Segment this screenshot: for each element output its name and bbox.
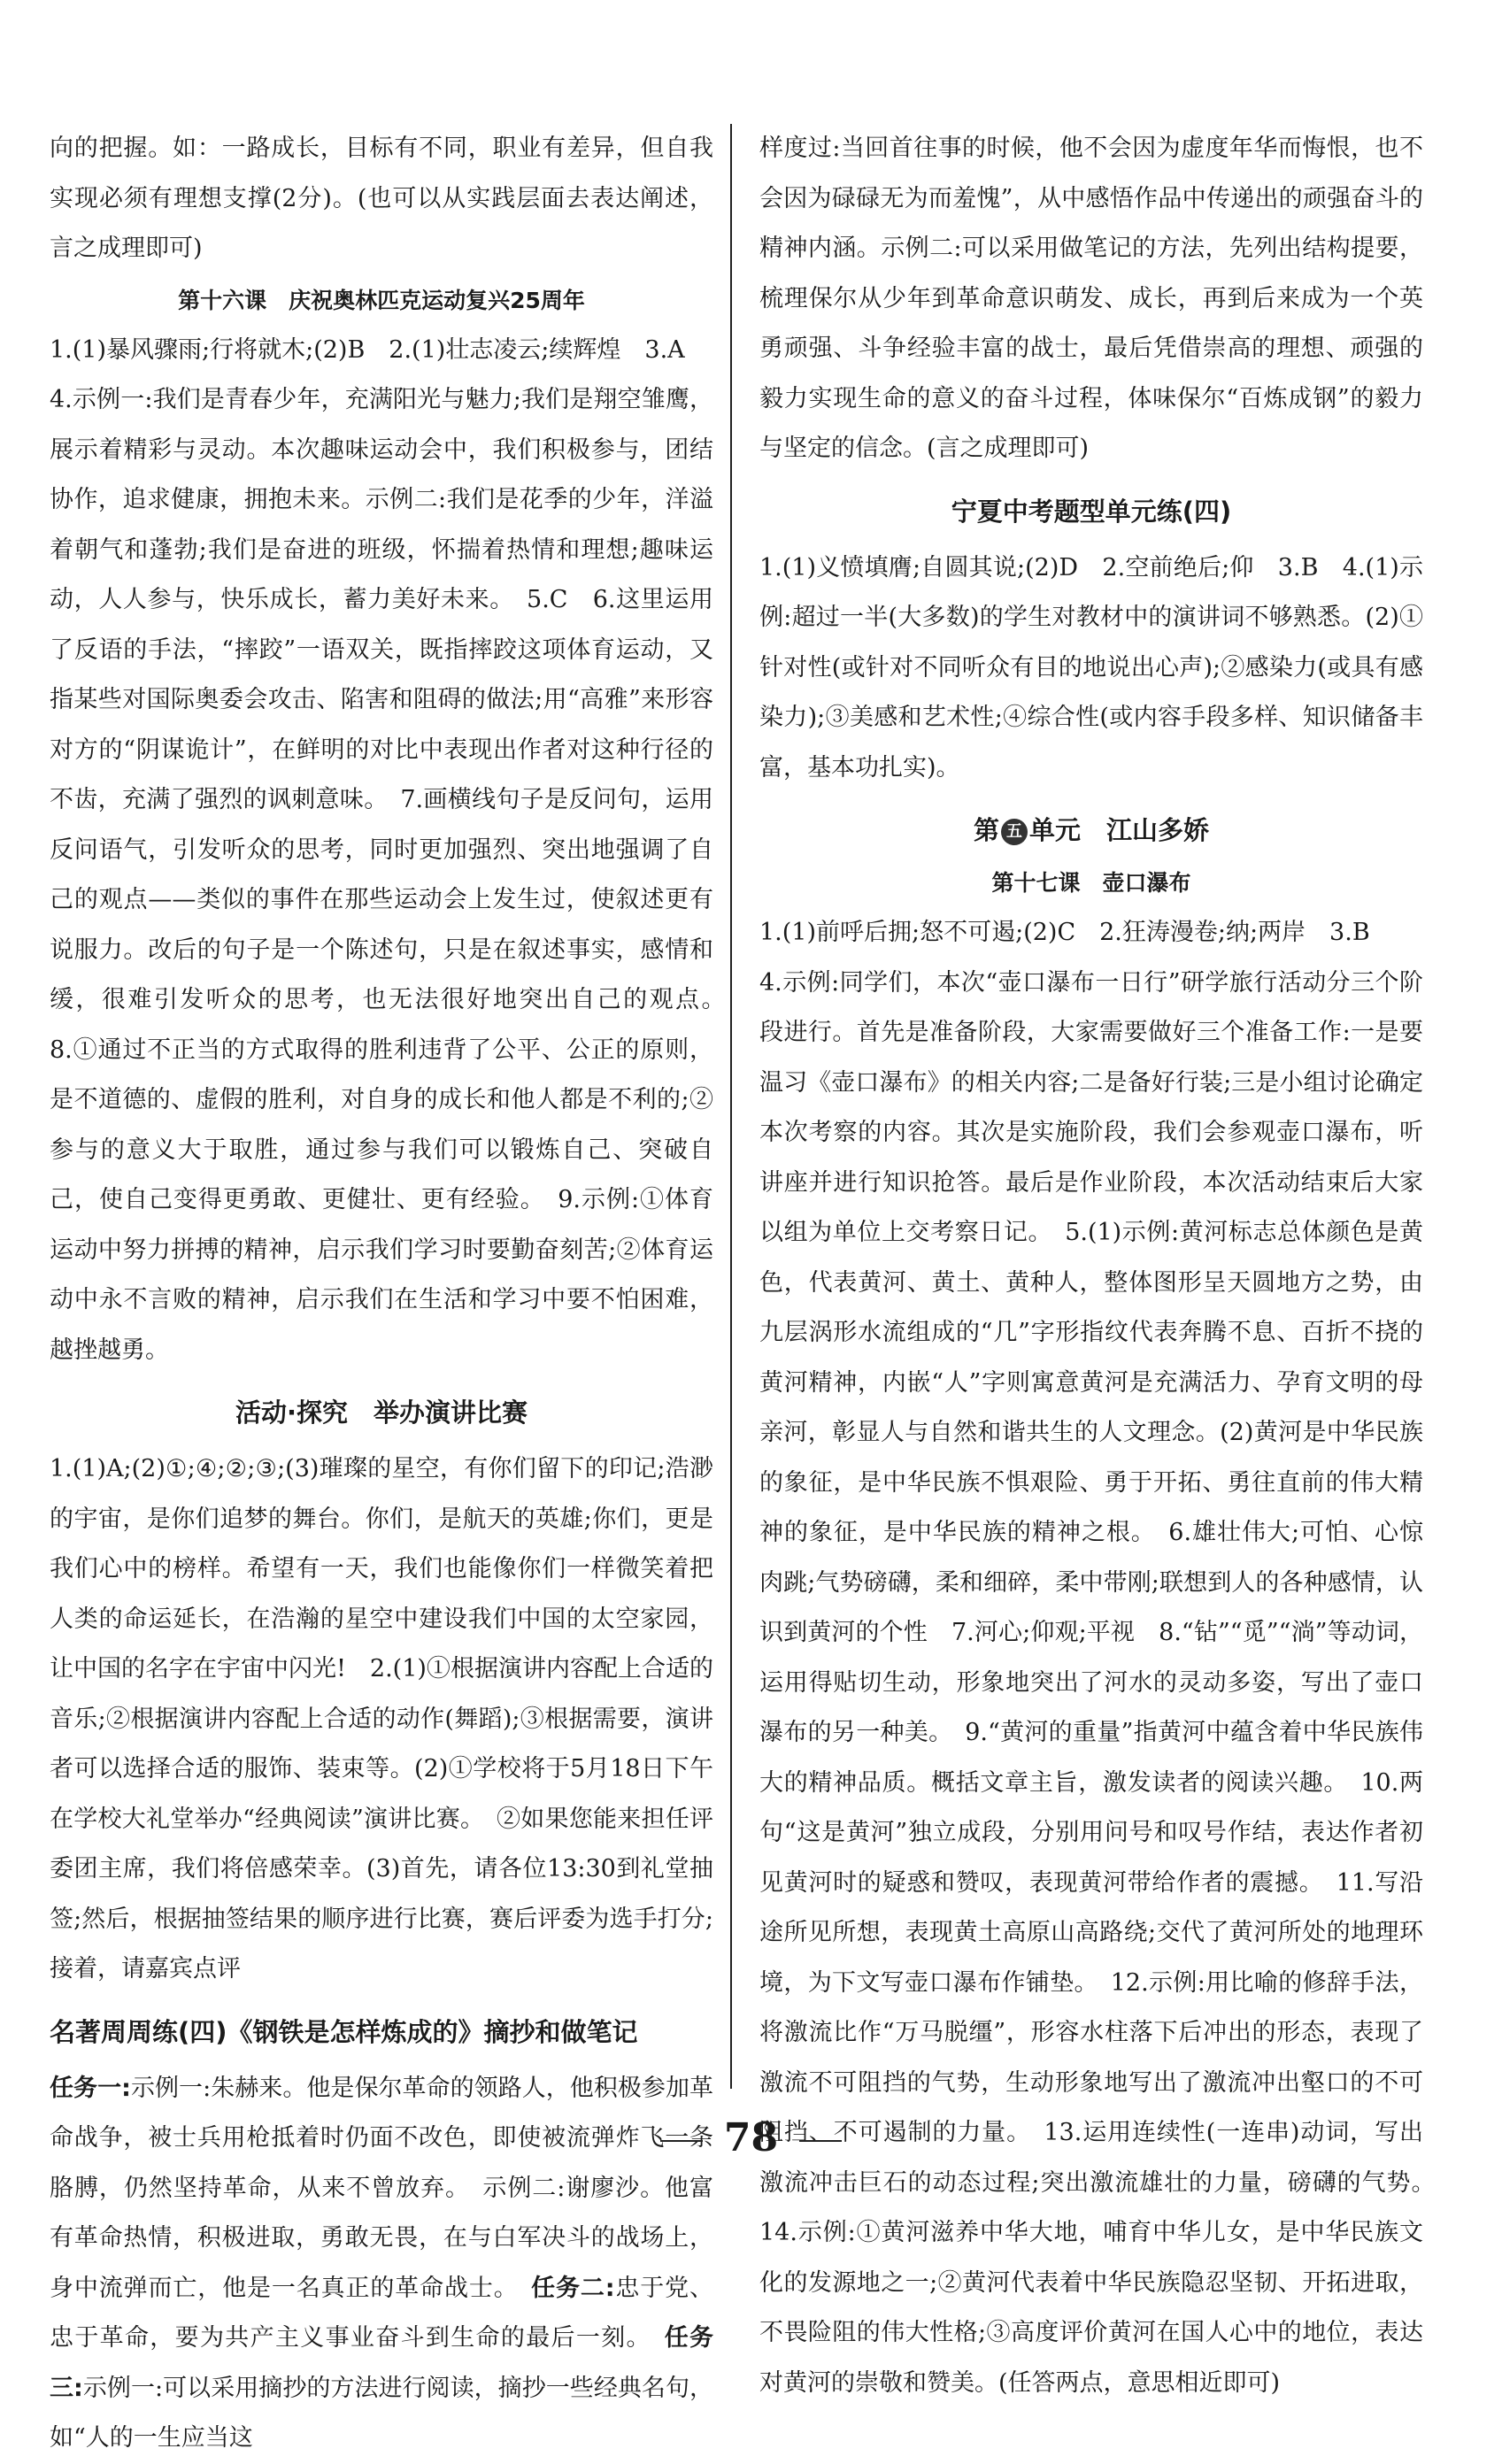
column-divider <box>730 124 732 2089</box>
page-number: 78 <box>0 2115 1502 2160</box>
lesson17-answer-1: 1.(1)前呼后拥;怒不可遏;(2)C 2.狂涛漫卷;纳;两岸 3.B <box>759 919 1370 946</box>
task1-text: 示例一:朱赫来。他是保尔革命的领路人，他积极参加革命战争，被士兵用枪抵着时仍面不改色，即使被流弹炸飞一条胳膊，仍然坚持革命，从来不曾放弃。 示例二:谢廖沙。他富有革命热情，积极进取，勇敢无畏，在与白军决斗的战场上，身中流弹而亡，他是一名真正的革命战士。 <box>50 2074 713 2302</box>
lesson17-answer-4: 4.示例:同学们，本次“壶口瀑布一日行”研学旅行活动分三个阶段进行。首先是准备阶段，大家需要做好三个准备工作:一是要温习《壶口瀑布》的相关内容;二是备好行装;三是小组讨论确定本次考察的内容。其次是实施阶段，我们会参观壶口瀑布，听讲座并进行知识抢答。最后是作业阶段，本次活动结束后大家以组为单位上交考察日记。 5.(1)示例:黄河标志总体颜色是黄色，代表黄河、黄土、黄种人，整体图形呈天圆地方之势，由九层涡形水流组成的“几”字形指纹代表奔腾不息、百折不挠的黄河精神，内嵌“人”字则寓意黄河是充满活力、孕育文明的母亲河，彰显人与自然和谐共生的人文理念。(2)黄河是中华民族的象征，是中华民族不惧艰险、勇于开拓、勇往直前的伟大精神的象征，是中华民族的精神之根。 6.雄壮伟大;可怕、心惊肉跳;气势磅礴，柔和细碎，柔中带刚;联想到人的各种感情，认识到黄河的个性 7.河心;仰观;平视 8.“钻”“觅”“淌”等动词，运用得贴切生动，形象地突出了河水的灵动多姿，写出了壶口瀑布的另一种美。 9.“黄河的重量”指黄河中蕴含着中华民族伟大的精神品质。概括文章主旨，激发读者的阅读兴趣。 10.两句“这是黄河”独立成段，分别用问号和叹号作结，表达作者初见黄河时的疑惑和赞叹，表现黄河带给作者的震撼。 11.写沿途所见所想，表现黄土高原山高路绕;交代了黄河所处的地理环境，为下文写壶口瀑布作铺垫。 12.示例:用比喻的修辞手法，将激流比作“万马脱缰”，形容水柱落下后冲出的形态，表现了激流不可阻挡的气势，生动形象地写出了激流冲出壑口的不可阻挡、不可遏制的力量。 13.运用连续性(一连串)动词，写出激流冲击巨石的动态过程;突出激流雄壮的力量，磅礴的气势。 14.示例:①黄河滋养中华大地，哺育中华儿女，是中华民族文化的发源地之一;②黄河代表着中华民族隐忍坚韧、开拓进取，不畏险阻的伟大性格;③高度评价黄河在国人心中的地位，表达对黄河的崇敬和赞美。(任答两点，意思相近即可) <box>759 968 1447 2397</box>
task3-text: 示例一:可以采用摘抄的方法进行阅读，摘抄一些经典名句，如“人的一生应当这 <box>50 2374 713 2452</box>
ningxia-heading: 宁夏中考题型单元练(四) <box>951 496 1232 527</box>
lesson16-answer-1: 1.(1)暴风骤雨;行将就木;(2)B 2.(1)壮志凌云;续辉煌 3.A <box>50 335 685 364</box>
task2-text: 忠于党、忠于革命，要为共产主义事业奋斗到生命的最后一刻。 <box>50 2274 714 2352</box>
unit-heading: 第 五 单元 江山多娇 <box>973 815 1210 845</box>
lesson17-heading: 第十七课 壶口瀑布 <box>991 870 1191 896</box>
right-column <box>759 124 1447 2408</box>
activity-answers: 1.(1)A;(2)①;④;②;③;(3)璀璨的星空，有你们留下的印记;浩渺的宇宙，是你们追梦的舞台。你们，是航天的英雄;你们，更是我们心中的榜样。希望有一天，我们也能像你们一样微笑着把人类的命运延长，在浩瀚的星空中建设我们中国的太空家园，让中国的名字在宇宙中闪光! 2.(1)①根据演讲内容配上合适的音乐;②根据演讲内容配上合适的动作(舞蹈);③根据需要，演讲者可以选择合适的服饰、装束等。(2)①学校将于5月18日下午在学校大礼堂举办“经典阅读”演讲比赛。 ②如果您能来担任评委团主席，我们将倍感荣幸。(3)首先，请各位13:30到礼堂抽签;然后，根据抽签结果的顺序进行比赛，赛后评委为选手打分;接着，请嘉宾点评 <box>50 1455 713 1983</box>
left-column <box>50 124 737 2464</box>
task1-label: 任务一: <box>50 2074 131 2102</box>
unit-number-badge: 五 <box>1001 819 1028 845</box>
lesson16-heading: 第十六课 庆祝奥林匹克运动复兴25周年 <box>178 287 585 313</box>
ningxia-answers: 1.(1)义愤填膺;自圆其说;(2)D 2.空前绝后;仰 3.B 4.(1)示例:超过一半(大多数)的学生对教材中的演讲词不够熟悉。(2)①针对性(或针对不同听众有目的地说出心声);②感染力(或具有感染力);③美感和艺术性;④综合性(或内容手段多样、知识储备丰富，基本功扎实)。 <box>759 553 1423 782</box>
task3-label: 任务三: <box>50 2324 714 2402</box>
lesson16-answer-4: 4.示例一:我们是青春少年，充满阳光与魅力;我们是翔空雏鹰，展示着精彩与灵动。本次趣味运动会中，我们积极参与，团结协作，追求健康，拥抱未来。示例二:我们是花季的少年，洋溢着朝气和蓬勃;我们是奋进的班级，怀揣着热情和理想;趣味运动，人人参与，快乐成长，蓄力美好未来。 5.C 6.这里运用了反语的手法，“摔跤”一语双关，既指摔跤这项体育运动，又指某些对国际奥委会攻击、陷害和阻碍的做法;用“高雅”来形容对方的“阴谋诡计”，在鲜明的对比中表现出作者对这种行径的不齿，充满了强烈的讽刺意味。 7.画横线句子是反问句，运用反问语气，引发听众的思考，同时更加强烈、突出地强调了自己的观点——类似的事件在那些运动会上发生过，使叙述更有说服力。改后的句子是一个陈述句，只是在叙述事实，感情和缓，很难引发听众的思考，也无法很好地突出自己的观点。 8.①通过不正当的方式取得的胜利违背了公平、公正的原则，是不道德的、虚假的胜利，对自身的成长和他人都是不利的;②参与的意义大于取胜，通过参与我们可以锻炼自己、突破自己，使自己变得更勇敢、更健壮、更有经验。 9.示例:①体育运动中努力拼搏的精神，启示我们学习时要勤奋刻苦;②体育运动中永不言败的精神，启示我们在生活和学习中要不怕困难，越挫越勇。 <box>50 386 737 1364</box>
classics-heading: 名著周周练(四)《钢铁是怎样炼成的》摘抄和做笔记 <box>50 2016 638 2047</box>
activity-heading: 活动·探究 举办演讲比赛 <box>235 1398 528 1428</box>
continued-paragraph: 样度过:当回首往事的时候，他不会因为虚度年华而悔恨，也不会因为碌碌无为而羞愧”，从中感悟作品中传递出的顽强奋斗的精神内涵。示例二:可以采用做笔记的方法，先列出结构提要，梳理保尔从少年到革命意识萌发、成长，再到后来成为一个英勇顽强、斗争经验丰富的战士，最后凭借崇高的理想、顽强的毅力实现生命的意义的奋斗过程，体味保尔“百炼成钢”的毅力与坚定的信念。(言之成理即可) <box>759 135 1423 462</box>
task2-label: 任务二: <box>531 2274 615 2302</box>
intro-paragraph: 向的把握。如：一路成长，目标有不同，职业有差异，但自我实现必须有理想支撑(2分)。(也可以从实践层面去表达阐述，言之成理即可) <box>50 135 713 262</box>
